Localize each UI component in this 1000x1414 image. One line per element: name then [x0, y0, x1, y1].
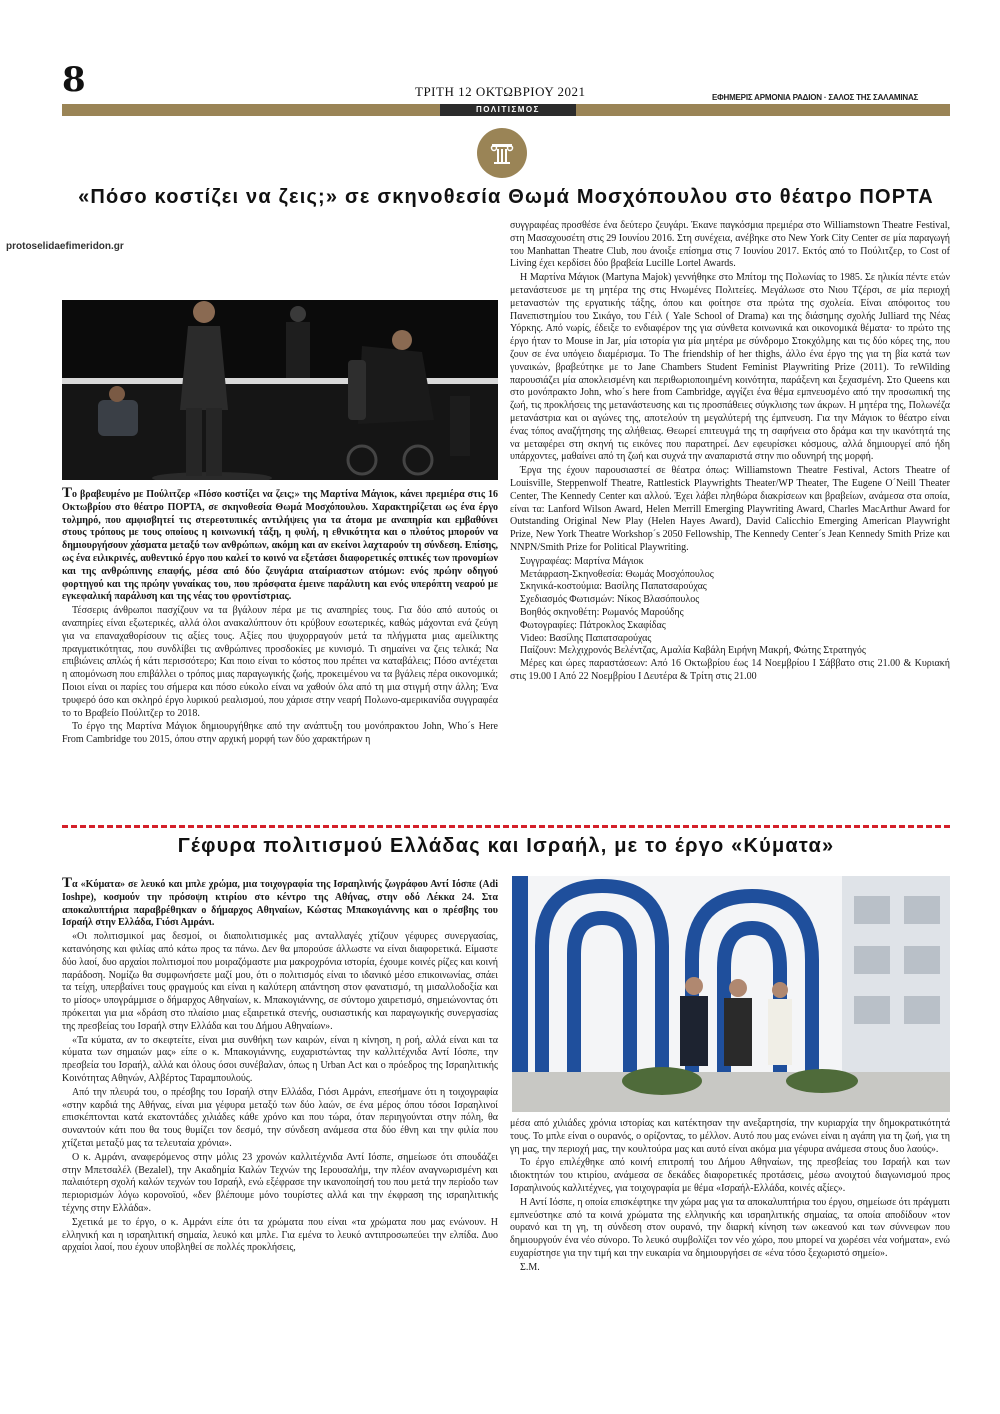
ionic-column-icon: [477, 128, 527, 178]
article1-right-column: [510, 220, 950, 818]
credit-line: Σκηνικά-κοστούμια: Βασίλης Παπατσαρούχας: [520, 581, 707, 593]
article1-left-column: [62, 487, 498, 815]
site-watermark: protoselidaefimeridon.gr: [6, 241, 124, 252]
credit-line: Μέρες και ώρες παραστάσεων: Από 16 Οκτωβρίου έως 14 Νοεμβρίου Ι Σάββατο στις 21.00 & Κυριακή στις 19.00 Ι Από 22 Νοεμβρίου Ι Δευτέρα & Τρίτη στις 21.00: [510, 658, 950, 682]
newspaper-masthead: ΕΦΗΜΕΡΙΣ ΑΡΜΟΝΙΑ ΡΑΔΙΟΝ · ΣΑΛΟΣ ΤΗΣ ΣΑΛΑΜΙΝΑΣ: [712, 93, 919, 102]
article-divider: [62, 825, 950, 828]
credit-line: Παίζουν: Μελχιχρονός Βελέντζας, Αμαλία Καβάλη Ειρήνη Μακρή, Φώτης Στρατηγός: [520, 645, 866, 657]
article2-paragraph: Το έργο επιλέχθηκε από κοινή επιτροπή του Δήμου Αθηναίων, της πρεσβείας του Ισραήλ και των ιδιοκτητών του κτιρίου, ανάμεσα σε δεκάδες διαφορετικές προτάσεις, μέσω ανοιχτού διαγωνισμού προς Ισραηλινούς καλλιτέχνες, για τοιχογραφία με θέμα «Ισραήλ-Ελλάδα, κοινές αξίες».: [510, 1157, 950, 1194]
article1-paragraph: Τέσσερις άνθρωποι πασχίζουν να τα βγάλουν πέρα με τις αναπηρίες τους. Για δύο από αυτούς οι αναπηρίες είναι εξωτερικές, αλλά όλοι ανακαλύπτουν ότι κρύβουν εσωτερικές, καθώς μάχονται ενά ζεύγη για να επαναχαθορίσουν τις αξίες τους. Αξίες που ψυχορραγούν μετά τα πλήγματα μιας αμείλικτης πραγματικότητας, που συνδλίβει τις ανθρώπινες προσδοκίες με κυνισμό. Τι σημαίνει να ζεις τελικά; Να επιβιώνεις απλώς ή κάτι περισσότερο; Και ποιο είναι το κόστος που πρέπει να καταβάλεις; Πόσο αντέχεται η απομόνωση που επιβάλλει ο τρόπος μιας παραγωγικής ζωής, προκειμένου να τα βγάλεις πέρα οικονομικά; Ποιοι είναι οι παρίες του σήμερα και πόσο εύκολο είναι να χαθούν όλα από τη μια στιγμή στην άλλη; Ένα τρυφερό όσο και σκληρό έργο λυρικού ρεαλισμού, που χάρισε στην νεαρή Πολωνο-αμερικανίδα συγγραφέα το το Βραβείο Πούλιτζερ το 2018.: [62, 605, 498, 719]
article2-paragraph: Η Αντί Ιόσπε, η οποία επισκέφτηκε την χώρα μας για τα αποκαλυπτήρια του έργου, σημείωσε ότι πράγματι εμπνεύστηκε από τα κοινά χρώματα της ελληνικής και ισραηλιτικής σημαίας, τα οποία αποδίδουν «τον ουρανό και τη γη, τη σύνδεση στον ουρανό, την διαρκή κίνηση των ωκεανού και των σύννεφων που δημιουργούν ένα νέο σύνορο. Το λευκό συμβολίζει τον νέο χώρο, που μπορεί να χωρέσει νέα νοήματα», ενώ ευχαρίστησε για την τιμή και την ευκαιρία να δημιουργήσει σε «ένα τόσο ξεχωριστό σημείο».: [510, 1196, 950, 1259]
section-label: ΠΟΛΙΤΙΣΜΟΣ: [440, 104, 576, 116]
theatre-scene-photo: [62, 300, 498, 480]
credit-line: Video: Βασίλης Παπατσαρούχας: [520, 632, 652, 644]
article2-paragraph: μέσα από χιλιάδες χρόνια ιστορίας και κατέκτησαν την ανεξαρτησία, την κυριαρχία την δημοκρατικότητά τους. Το μπλε είναι ο ουρανός, ο ορίζοντας, το μέλλον. Αυτό που μας ενώνει είναι η αγάπη για τη ζωή, για τη γη μας, την περιοχή μας, την κουλτούρα μας και αυτό είναι ακόμα μια γέφυρα ανάμεσα στους δυο λαούς».: [510, 1118, 950, 1155]
article2-drop-cap: Τ: [62, 877, 73, 891]
article1-paragraph: συγγραφέας προσθέσε ένα δεύτερο ζευγάρι. Έκανε παγκόσμια πρεμιέρα στο Williamstown Theatre Festival, στη Μασαχουσέτη στις 29 Ιουνίου 2016. Στη συνέχεια, ανέβηκε στο New York City Center σε μία παραγωγή του Manhattan Theatre Club, που άνοιξε επίσημα στις 7 Ιουνίου 2017. Εκτός από το Πούλιτζερ, το Cost of Living έχει κερδίσει δύο βραβεία Lucille Lortel Awards.: [510, 220, 950, 270]
article1-lead: [62, 487, 498, 604]
article2-paragraph: Ο κ. Αμράνι, αναφερόμενος στην μόλις 23 χρονών καλλιτέχνιδα Αντί Ιόσπε, σημείωσε ότι σπουδάζει στην Μπετσαλέλ (Bezalel), την Ακαδημία Καλών Τεχνών της Ιερουσαλήμ, την πλέον αναγνωρισμένη και παλαιότερη σχολή καλών τεχνών του Ισραήλ, ενώ εξέφρασε την ικανοποίησή του που μετά την περίοδο των περιορισμών λόγω κορονοϊού, «δεν βλέπουμε μόνο τουρίστες αλλά και την έκφραση της ισραηλιτικής τέχνης στην Ελλάδα».: [62, 1151, 498, 1214]
article2-paragraph: «Οι πολιτισμικοί μας δεσμοί, οι διαπολιτισμικές μας ανταλλαγές χτίζουν γέφυρες συνεργασίας, κατανόησης και φιλίας από κάτω προς τα πάνω. Δεν θα μπορούσε άλλωστε να είναι διαφορετικά. Είμαστε δύο λαοί, δυο αρχαίοι πολιτισμοί που μοιραζόμαστε μια μακροχρόνια ιστορία, έχουμε κοινές ρίζες και κοινή παράδοση. Νομίζω θα συμφωνήσετε μαζί μου, ότι ο πολιτισμός είναι το ιδανικό μέσο επικοινωνίας, σπάει τα τείχη, υπερβαίνει τους φραγμούς και είναι η καλύτερη απάντηση στον φανατισμό, τη μισαλλοδοξία και το μίσος» υπογράμμισε ο δήμαρχος Αθηναίων, κ. Μπακογιάννης, σε σύντομο χαιρετισμό, σημειώνοντας ότι πρόκειται για μια «δράση στο πλαίσιο μιας εξαιρετικά στενής, ουσιαστικής και παραγωγικής συνεργασίας της πρεσβείας του Ισραήλ στην Ελλάδα και του Δήμου Αθηναίων».: [62, 931, 498, 1032]
article2-lead-text: α «Κύματα» σε λευκό και μπλε χρώμα, μια τοιχογραφία της Ισραηλινής ζωγράφου Αντί Ιόσπε (Adi Ioshpe), κοσμούν την πρόσοψη κτιρίου στο κέντρο της Αθήνας, στην οδό Λέκκα 24. Στα αποκαλυπτήρια παραβρέθηκαν ο δήμαρχος Αθηναίων, Κώστας Μπακογιάννης και ο πρέσβης του Ισραήλ στην Ελλάδα, Γιόσι Αμράνι.: [62, 879, 498, 929]
credit-line: Συγγραφέας: Μαρτίνα Μάγιοκ: [520, 555, 644, 567]
credit-line: Σχεδιασμός Φωτισμών: Νίκος Βλασόπουλος: [520, 594, 700, 606]
article1-paragraph: Έργα της έχουν παρουσιαστεί σε θέατρα όπως: Williamstown Theatre Festival, Actors Theatre of Louisville, Steppenwolf Theatre, Rattlestick Playwrights Theater/WP Theater, The Eugene O´Neill Theater Center, The Kennedy Center και αλλού. Έχει λάβει πληθώρα διακρίσεων και βραβείων, ανάμεσα στα οποία, είναι τα: Lanford Wilson Award, Helen Merrill Emerging Playwriting Award, Charles MacArthur Award for Outstanding Original New Play (Helen Hayes Award), David Calicchio Emerging American Playwright Prize, New York Theatre Workshop´s 2050 Fellowship, The Kennedy Center´s Jean Kennedy Smith Prize και NNPN/Smith Prize for Political Playwriting.: [510, 465, 950, 553]
article2-paragraph: «Τα κύματα, αν το σκεφτείτε, είναι μια συνθήκη των καιρών, είναι η κίνηση, η ροή, αλλά είναι και τα κύματα των σημαιών μας» είπε ο κ. Μπακογιάννης, ευχαριστώντας την καλλιτέχνιδα Αντί Ιόσπε, την πρεσβεία του Ισραήλ, αλλά και όλους όσοι συνέβαλαν, όπως η Urban Act και ο πρόεδρος της Ισραηλιτικής Κοινότητας Αθηνών, Αλβέρτος Ταραμπουλούς.: [62, 1034, 498, 1084]
article2-signature: Σ.Μ.: [520, 1261, 540, 1273]
credit-line: Φωτογραφίες: Πάτροκλος Σκαφίδας: [520, 619, 666, 631]
article1-lead-text: ο βραβευμένο με Πούλιτζερ «Πόσο κοστίζει να ζεις;» της Μαρτίνα Μάγιοκ, κάνει πρεμιέρα στις 16 Οκτωβρίου στο θέατρο ΠΟΡΤΑ, σε σκηνοθεσία Θωμά Μοσχόπουλου. Χαρακτηρίζεται ως ένα έργο τολμηρό, που αμφισβητεί τις στερεοτυπικές αντιλήψεις για τα άτομα με αναπηρία και εμβαθύνει στους τρόπους με τους οποίους η κοινωνική τάξη, η φυλή, η εθνικότητα και ο πλούτος μπορούν να δημιουργήσουν χάσματα μεταξύ των ανθρώπων, ακόμη και αν εκείνοι λαχταρούν τη σύνδεση. Επίσης, ως ένα ειλικρινές, αυθεντικό έργο που καλεί το κοινό να εξετάσει διαφορετικές οπτικές των προνομίων και της ανθρώπινης επαφής, μέσα από δύο ζευγάρια αταίριαστων ατόμων: ενός πρώην οδηγού φορτηγού και της πρώην γυναίκας του, που πρόσφατα έμεινε παράλυτη και ενός υπερόπτη νεαρού με εγκεφαλική παράλυση και της νέας του φροντίστριας.: [62, 489, 498, 603]
article1-drop-cap: Τ: [62, 487, 73, 501]
article2-left-column: [62, 877, 498, 1347]
article2-paragraph: Από την πλευρά του, ο πρέσβης του Ισραήλ στην Ελλάδα, Γιόσι Αμράνι, επεσήμανε ότι η τοιχογραφία «στην καρδιά της Αθήνας, είναι μια γέφυρα μεταξύ των δύο λαών, σε ένα μέρος όπου τόσοι Ισραηλινοί επισκέπτονται κατά εκατοντάδες χιλιάδες κάθε χρόνο και που τώρα, όταν περιηγούνται στην πόλη, θα συναντούν κάτι που θα τους θυμίζει τον δεσμό, την σύνδεση ανάμεσα στα δύο έθνη και την φιλία που χτίζεται μεταξύ μας τα τελευταία χρόνια».: [62, 1086, 498, 1149]
article1-paragraph: Το έργο της Μαρτίνα Μάγιοκ δημιουργήθηκε από την ανάπτυξη του μονόπρακτου John, Who´s Here From Cambridge του 2015, όπου στην αρχική μορφή των δύο χαρακτήρων η: [62, 721, 498, 746]
article2-lead: [62, 877, 498, 930]
credit-line: Βοηθός σκηνοθέτη: Ρωμανός Μαρούδης: [520, 606, 684, 618]
issue-date: ΤΡΙΤΗ 12 ΟΚΤΩΒΡΙΟΥ 2021: [415, 84, 586, 99]
article2-right-column: [510, 1118, 950, 1328]
production-credits: [510, 556, 950, 684]
article1-paragraph: Η Μαρτίνα Μάγιοκ (Martyna Majok) γεννήθηκε στο Μπίτομ της Πολωνίας το 1985. Σε ηλικία πέντε ετών μετανάστευσε με τη μητέρα της στις Ηνωμένες Πολιτείες. Μεγάλωσε στο Νιου Τζέρσι, σε μία περιοχή μεταναστών της εργατικής τάξης, όπου και φοίτησε στα πρώτα της σχολεία. Είναι απόφοιτος του Πανεπιστημίου του Σικάγο, του Γέιλ ( Yale School of Drama) και της διάσημης σχολής Julliard της Νέας Υόρκης. Από νωρίς, έδειξε το ενδιαφέρον της για σύνθετα κοινωνικά και οικονομικά θέματα· το πρώτο της έργο ήταν το Mouse in Jar, μία ιστορία για μία μητέρα με σύνδρομο Στοκχόλμης και τις δύο κόρες της, που ζουν σε ένα υπόγειο διαμέρισμα. Το The friendship of her thighs, άλλο ένα έργο της για τη βία κατά των γυναικών, βραβεύτηκε με το Jane Chambers Student Feminist Playwriting Prize (2011). Το reWilding παρουσιάζει μία αποκλεισμένη και περιθωριοποιημένη κοινότητα, παράξενη και ξεχασμένη. Στο Queens και στο μονόπρακτο John, who´s here from Cambridge, αγγίζει ένα θέμα εμπνευσμένο από την προσωπική της ζωή, τις προκλήσεις της μετανάστευσης και τις προσπάθειες σύγκλισης των άκρων. Η μητέρα της, Πολωνέζα μετανάστρια και οι αγώνες της, αποτελούν τη μεγαλύτερή της έμπνευση. Για την Μάγιοκ το θέατρο είναι ένας τόπος αναζήτησης της αλήθειας. Θεωρεί επιτευγμά της τη σαφήνεια στο δράμα και την ικανότητά της να μεταφέρει στη σκηνή τις εικόνες που παρατηρεί. Δεν εφευρίσκει κόσμους, αλλά δημιουργεί από ήδη υπάρχοντες, μαθαίνει από τη ζωή και συχνά την αναπαριστά στην πιο οδυνηρή της μορφή.: [510, 272, 950, 463]
article2-paragraph: Σχετικά με το έργο, ο κ. Αμράνι είπε ότι τα χρώματα που είναι «τα χρώματα που μας ενώνουν. Η ελληνική και η ισραηλιτική σημαία, λευκό και μπλε. Για εμένα το λευκό αντιπροσωπεύει την ελπίδα. Δυο αρχαίοι λαοί, που έχουν υποβληθεί σε πολλές προκλήσεις,: [62, 1216, 498, 1254]
article-headline-kymata: Γέφυρα πολιτισμού Ελλάδας και Ισραήλ, με το έργο «Κύματα»: [177, 835, 835, 857]
credit-line: Μετάφραση-Σκηνοθεσία: Θωμάς Μοσχόπουλος: [520, 568, 714, 580]
article-headline-porta: «Πόσο κοστίζει να ζεις;» σε σκηνοθεσία Θωμά Μοσχόπουλου στο θέατρο ΠΟΡΤΑ: [78, 186, 934, 208]
mural-unveiling-photo: [512, 876, 950, 1112]
page-number: 8: [62, 60, 86, 100]
